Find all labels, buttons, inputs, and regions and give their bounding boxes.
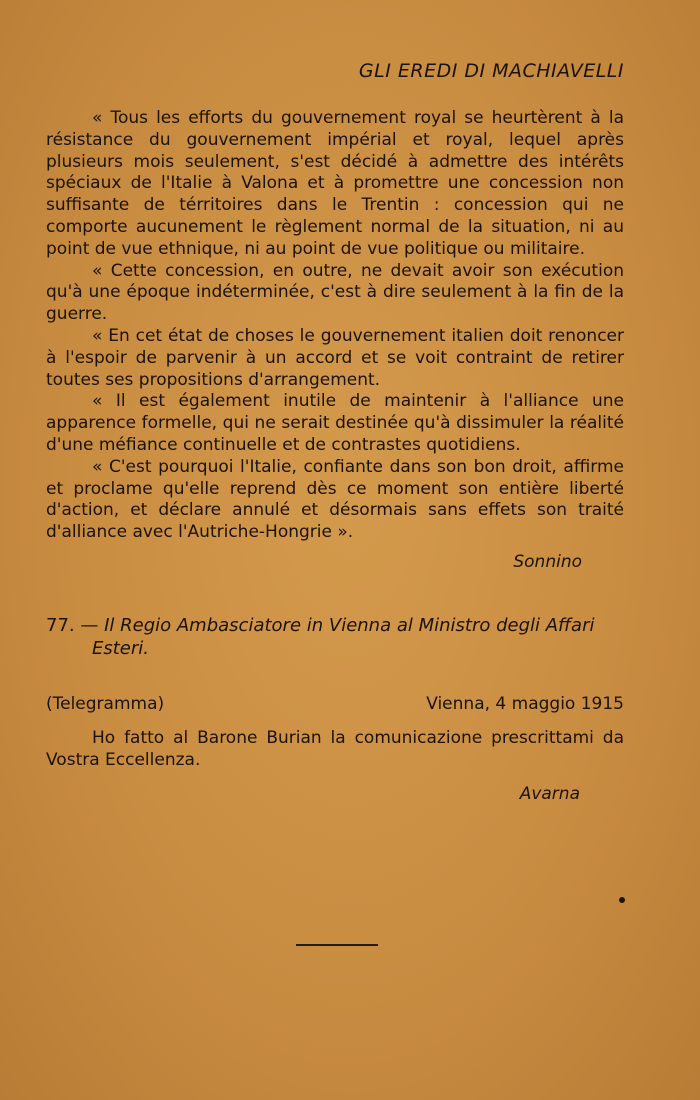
- telegram-meta: [46, 692, 624, 716]
- document-heading: [46, 614, 624, 660]
- telegram-body: [46, 728, 624, 772]
- paragraph-2: « Cette concession, en outre, ne devait avoir son exécution qu'à une époque indéterminée, c'est à dire seulement à la fin de la guerre.: [46, 260, 624, 325]
- document-type: (Telegramma): [46, 693, 165, 714]
- paragraph-1: « Tous les efforts du gouvernement royal se heurtèrent à la résistance du gouvernement impérial et royal, lequel après plusieurs mois seulement, s'est décidé à admettre des intérêts spéciaux de l'Italie à Valona et à promettre une concession non suffisante de térritoires dans le Trentin : concession qui ne comporte aucunement le règlement normal de la situation, ni au point de vue ethnique, ni au point de vue politique ou militaire.: [46, 108, 624, 259]
- page: [46, 58, 624, 806]
- letter-body: [46, 108, 624, 544]
- signature-sonnino: Sonnino: [513, 551, 582, 572]
- end-rule: [296, 944, 378, 946]
- place-date: Vienna, 4 maggio 1915: [426, 693, 624, 714]
- paragraph-4: « Il est également inutile de maintenir à l'alliance une apparence formelle, qui ne serait destinée qu'à dissimuler la réalité d'une méfiance continuelle et de contrastes quotidiens.: [46, 391, 624, 455]
- telegram-text: Ho fatto al Barone Burian la comunicazione prescrittami da Vostra Eccellenza.: [46, 727, 624, 770]
- running-head: GLI EREDI DI MACHIAVELLI: [358, 60, 624, 82]
- document-number: 77. —: [46, 614, 99, 636]
- ink-dot: [619, 897, 625, 903]
- signature-avarna: Avarna: [519, 783, 580, 804]
- paragraph-3: « En cet état de choses le gouvernement italien doit renoncer à l'espoir de parvenir à un accord et se voit contraint de retirer toutes ses propositions d'arrangement.: [46, 325, 624, 390]
- paragraph-5: « C'est pourquoi l'Italie, confiante dans son bon droit, affirme et proclame qu'elle reprend dès ce moment son entière liberté d'action, et déclare annulé et désormais sans effets son traité d'alliance avec l'Autriche-Hongrie ».: [46, 456, 624, 543]
- document-title: Il Regio Ambasciatore in Vienna al Ministro degli Affari Esteri.: [92, 614, 595, 659]
